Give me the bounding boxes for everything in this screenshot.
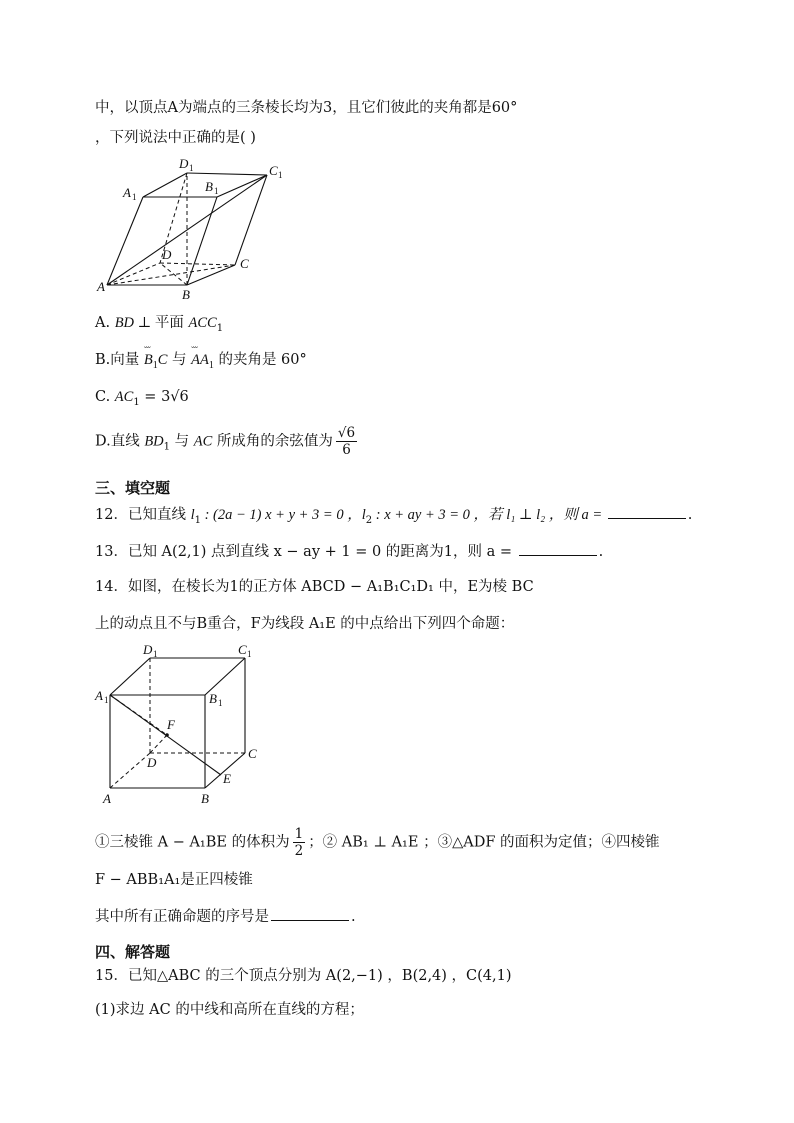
edge-c1-c	[235, 175, 267, 265]
svg-text:C: C	[248, 746, 257, 761]
q11-option-b: B.向量 ˘˘˘ $B_1C$ 与 ˘˘˘ $AA_1$ 的夹角是 60°	[95, 350, 307, 376]
svg-text:D: D	[143, 642, 153, 657]
q11-option-c: C. $AC_1 = 3√6$	[95, 389, 189, 408]
q14-line1: 14．如图，在棱长为1的正方体 ABCD − A₁B₁C₁D₁ 中，E为棱 BC	[95, 579, 534, 595]
edge-b-c	[187, 265, 235, 285]
svg-text:1: 1	[214, 186, 219, 196]
diag-a-c	[107, 265, 235, 285]
svg-text:C: C	[238, 642, 247, 657]
svg-text:A: A	[103, 791, 111, 806]
edge-b1-c1	[217, 175, 267, 197]
svg-text:1: 1	[278, 170, 283, 180]
diag-b-d	[160, 263, 187, 285]
svg-text:1: 1	[218, 698, 223, 708]
svg-text:1: 1	[189, 163, 194, 173]
q11-stem-line1: 中，以顶点A为端点的三条棱长均为3，且它们彼此的夹角都是60°	[95, 100, 518, 116]
q14-line5: 其中所有正确命题的序号是 .	[95, 906, 356, 927]
label-a: A	[97, 279, 105, 294]
parallelepiped-figure	[95, 155, 295, 305]
q14-line4: F − ABB₁A₁是正四棱锥	[95, 872, 253, 888]
svg-text:B: B	[201, 791, 209, 806]
q13-text: 13．已知 A(2,1) 点到直线 x − ay + 1 = 0 的距离为1，则 a = .	[95, 541, 603, 562]
cube-figure	[95, 643, 275, 808]
q11-option-d: D.直线 $BD_1$ 与 AC 所成角的余弦值为 $\frac{√6}{6}$	[95, 425, 356, 458]
q15-line2: (1)求边 AC 的中线和高所在直线的方程；	[95, 1002, 364, 1018]
svg-text:1: 1	[153, 649, 158, 659]
svg-text:1: 1	[132, 192, 137, 202]
section-solution-title: 四、解答题	[95, 943, 171, 961]
q15-line1: 15．已知△ABC 的三个顶点分别为 A(2,−1) ，B(2,4) ，C(4,1)	[95, 968, 512, 984]
label-c: C	[240, 256, 249, 271]
point-f	[165, 733, 169, 737]
label-c1: C	[269, 163, 278, 178]
svg-text:B: B	[209, 691, 217, 706]
q11-stem-line2: ，下列说法中正确的是( )	[95, 130, 256, 146]
q14-answer-blank[interactable]	[271, 906, 349, 921]
cube-edge-a-d	[110, 753, 150, 788]
fraction-one-half: $\frac{1}{2}$	[294, 826, 304, 859]
q12-text: 12．已知直线 $l_1$ : (2a − 1) x + y + 3 = 0 ，$l_2$ : x + ay + 3 = 0 ，若 l₁ ⊥ l₂ ，则 a = .	[95, 504, 692, 531]
svg-text:D: D	[147, 755, 157, 770]
svg-text:A: A	[95, 688, 103, 703]
label-d: D	[162, 247, 172, 262]
edge-d1-c1	[187, 173, 267, 175]
segment-d-f	[150, 735, 167, 753]
cube-edge-a1-d1	[110, 658, 150, 695]
label-b: B	[182, 287, 190, 302]
label-a1: A	[123, 185, 131, 200]
svg-text:1: 1	[104, 695, 109, 705]
q14-line2: 上的动点且不与B重合，F为线段 A₁E 的中点给出下列四个命题：	[95, 616, 515, 632]
label-d1: D	[179, 156, 189, 171]
q11-option-a: A. BD ⊥ 平面 $ACC_1$	[95, 315, 224, 334]
edge-d-c	[160, 263, 235, 265]
svg-text:1: 1	[247, 649, 252, 659]
fraction-sqrt6-over-6: $\frac{√6}{6}$	[337, 425, 356, 458]
edge-a-a1	[107, 197, 143, 285]
cube-edge-b1-c1	[205, 658, 245, 695]
section-fill-in-title: 三、填空题	[95, 479, 171, 497]
q14-propositions: ①三棱锥 A − A₁BE 的体积为 $\frac{1}{2}$ ；② AB₁ ⊥ A₁E ；③△ADF 的面积为定值；④四棱锥	[95, 826, 660, 859]
label-b1: B	[205, 179, 213, 194]
svg-text:F: F	[167, 717, 175, 732]
q12-answer-blank[interactable]	[608, 504, 686, 519]
q13-answer-blank[interactable]	[519, 541, 597, 556]
svg-text:E: E	[223, 771, 231, 786]
